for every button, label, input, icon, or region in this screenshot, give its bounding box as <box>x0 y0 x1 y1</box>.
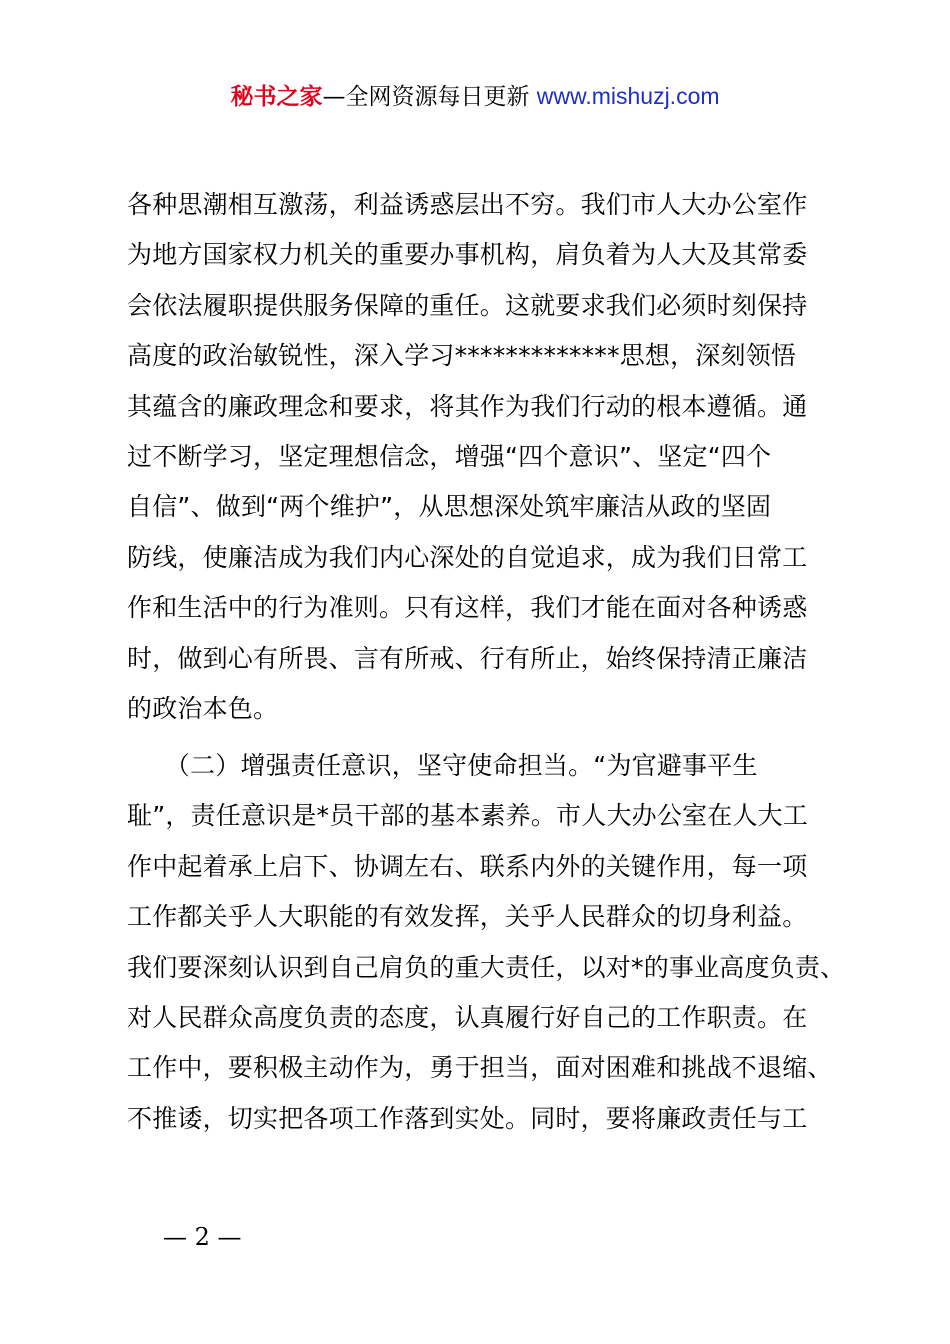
text-line: 时，做到心有所畏、言有所戒、行有所止，始终保持清正廉洁 <box>127 643 808 673</box>
paragraph-2 <box>127 741 846 1144</box>
page-number: — 2 — <box>163 1223 242 1251</box>
text-line: （二）增强责任意识，坚守使命担当。“为官避事平生 <box>127 751 758 780</box>
text-line: 防线，使廉洁成为我们内心深处的自觉追求，成为我们日常工 <box>127 542 808 572</box>
text-line: 作和生活中的行为准则。只有这样，我们才能在面对各种诱惑 <box>127 593 808 623</box>
text-line: 会依法履职提供服务保障的重任。这就要求我们必须时刻保持 <box>127 290 808 320</box>
text-line: 不推诿，切实把各项工作落到实处。同时，要将廉政责任与工 <box>127 1103 808 1133</box>
text-line: 的政治本色。 <box>127 693 279 723</box>
header-tagline: —全网资源每日更新 <box>322 84 537 110</box>
text-line: 为地方国家权力机关的重要办事机构，肩负着为人大及其常委 <box>127 240 808 270</box>
text-line: 高度的政治敏锐性，深入学习*************思想，深刻领悟 <box>127 341 797 371</box>
text-line: 各种思潮相互激荡，利益诱惑层出不穷。我们市人大办公室作 <box>127 190 808 219</box>
text-line: 自信”、做到“两个维护”，从思想深处筑牢廉洁从政的坚固 <box>127 492 772 522</box>
text-line: 工作中，要积极主动作为，勇于担当，面对困难和挑战不退缩、 <box>127 1053 833 1083</box>
site-header <box>0 80 950 113</box>
paragraph-1 <box>127 180 837 734</box>
brand-name: 秘书之家 <box>230 84 323 110</box>
text-line: 作中起着承上启下、协调左右、联系内外的关键作用，每一项 <box>127 851 808 881</box>
text-line: 过不断学习，坚定理想信念，增强“四个意识”、坚定“四个 <box>127 441 772 471</box>
text-line: 其蕴含的廉政理念和要求，将其作为我们行动的根本遵循。通 <box>127 391 808 421</box>
text-line: 耻”，责任意识是*员干部的基本素养。市人大办公室在人大工 <box>127 801 809 831</box>
text-line: 工作都关乎人大职能的有效发挥，关乎人民群众的切身利益。 <box>127 902 808 932</box>
site-url-link[interactable]: www.mishuzj.com <box>536 83 720 109</box>
text-line: 我们要深刻认识到自己肩负的重大责任，以对*的事业高度负责、 <box>127 952 846 982</box>
text-line: 对人民群众高度负责的态度，认真履行好自己的工作职责。在 <box>127 1002 808 1032</box>
